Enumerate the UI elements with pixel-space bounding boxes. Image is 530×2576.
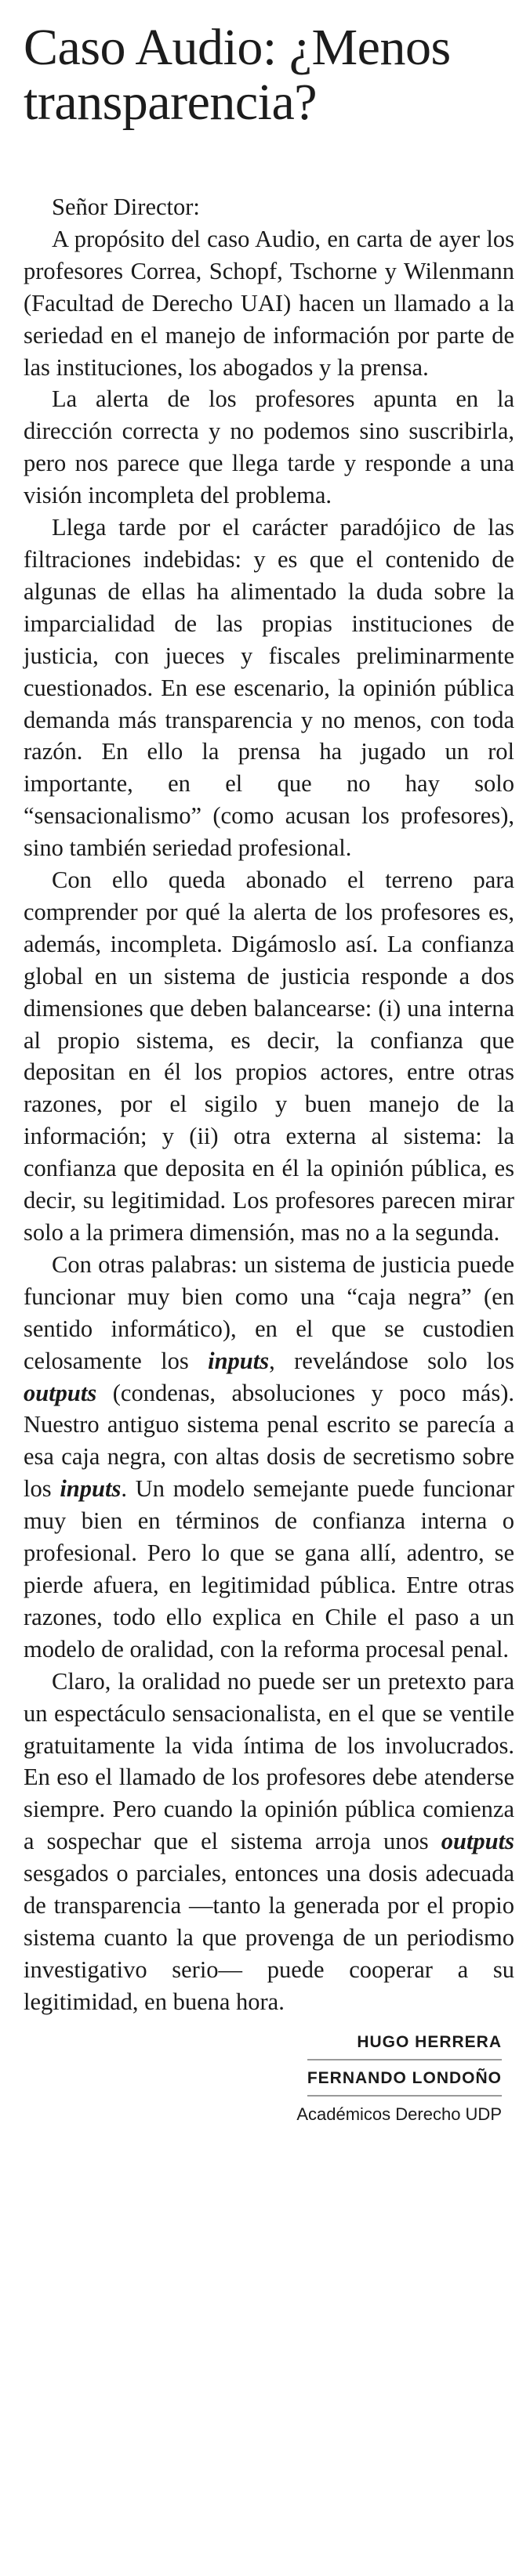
term-inputs: inputs xyxy=(208,1347,270,1374)
paragraph-3: Llega tarde por el carácter paradójico de las filtraciones indebidas: y es que el contenido de algunas de ellas ha alimentado la duda sobre la imparcialidad de las propias instituciones de justicia, con jueces y fiscales preliminarmente cuestionados. En ese escenario, la opinión pública demanda más transparencia y no menos, con toda razón. En ello la prensa ha jugado un rol importante, en el que no hay solo “sensacionalismo” (como acusan los profesores), sino también seriedad profesional. xyxy=(24,514,514,862)
signature-divider xyxy=(307,2095,502,2097)
paragraph-5-text-d: . Un modelo semejante puede funcionar muy bien en términos de confianza interna o profesional. Pero lo que se gana allí, adentro, se pierde afuera, en legitimidad pública. Entre otras razones, todo ello explica en Chile el paso a un modelo de oralidad, con la reforma procesal penal. xyxy=(24,1475,515,1662)
author-affiliation: Académicos Derecho UDP xyxy=(296,2104,502,2124)
term-outputs: outputs xyxy=(441,1828,514,1855)
paragraph-5-text-b: , revelándose solo los xyxy=(269,1347,514,1374)
paragraph-1: A propósito del caso Audio, en carta de ayer los profesores Correa, Schopf, Tschorne y Wilenmann (Facultad de Derecho UAI) hacen un llamado a la seriedad en el manejo de información por parte de las instituciones, los abogados y la prensa. xyxy=(24,225,514,381)
paragraph-4: Con ello queda abonado el terreno para comprender por qué la alerta de los profesores es, además, incompleta. Digámoslo así. La confianza global en un sistema de justicia responde a dos dimensiones que deben balancearse: (i) una interna al propio sistema, es decir, la confianza que depositan en él los propios actores, entre otras razones, por el sigilo y buen manejo de la información; y (ii) otra externa al sistema: la confianza que deposita en él la opinión pública, es decir, su legitimidad. Los profesores parecen mirar solo a la primera dimensión, mas no a la segunda. xyxy=(24,867,514,1246)
letter-body xyxy=(24,191,514,2018)
paragraph-5-text-c: (condenas, absoluciones y poco más). Nuestro antiguo sistema penal escrito se parecía a esa caja negra, con altas dosis de secretismo sobre los xyxy=(24,1379,514,1503)
paragraph-6 xyxy=(24,1666,514,2018)
paragraph-2: La alerta de los profesores apunta en la dirección correcta y no podemos sino suscribirla, pero nos parece que llega tarde y responde a una visión incompleta del problema. xyxy=(24,385,514,509)
signature-block xyxy=(24,2029,514,2128)
paragraph-6-text-b: sesgados o parciales, entonces una dosis adecuada de transparencia —tanto la generada por el propio sistema cuanto la que provenga de un periodismo investigativo serio— puede cooperar a su legitimidad, en buena hora. xyxy=(24,1860,514,2015)
author-name: FERNANDO LONDOÑO xyxy=(307,2068,502,2087)
headline xyxy=(24,20,514,130)
headline-line-1: Caso Audio: ¿Menos xyxy=(24,19,451,76)
letter-article xyxy=(24,20,514,2128)
salutation: Señor Director: xyxy=(52,194,200,220)
paragraph-6-text-a: Claro, la oralidad no puede ser un pretexto para un espectáculo sensacionalista, en el que se ventile gratuitamente la vida íntima de los involucrados. En eso el llamado de los profesores debe atenderse siempre. Pero cuando la opinión pública comienza a sospechar que el sistema arroja unos xyxy=(24,1667,514,1855)
signature-divider xyxy=(307,2059,502,2060)
paragraph-5-text-a: Con otras palabras: un sistema de justicia puede funcionar muy bien como una “caja negra” (en sentido informático), en el que se custodien celosamente los xyxy=(24,1250,514,1374)
author-name: HUGO HERRERA xyxy=(357,2032,502,2051)
term-outputs: outputs xyxy=(24,1379,97,1406)
term-inputs: inputs xyxy=(60,1475,122,1503)
headline-line-2: transparencia? xyxy=(24,74,318,131)
paragraph-5 xyxy=(24,1249,514,1666)
